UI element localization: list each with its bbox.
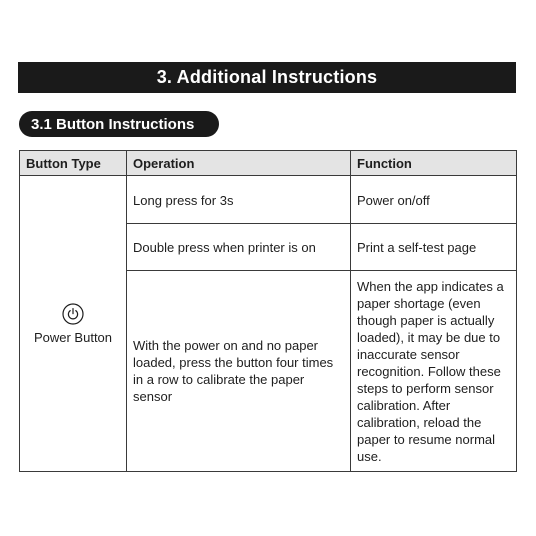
table-cell-operation: With the power on and no paper loaded, press the button four times in a row to calibrate the paper sensor <box>133 338 334 404</box>
table-cell-function: Power on/off <box>357 192 430 208</box>
section-title-banner <box>18 62 516 93</box>
table-cell-operation: Long press for 3s <box>133 192 234 208</box>
table-cell-function: When the app indicates a paper shortage (even though paper is actually loaded), it may be due to inaccurate sensor recognition. Follow these steps to perform sensor calibration. After calibration, reload the paper to resume normal use. <box>357 278 504 464</box>
subsection-title: 3.1 Button Instructions <box>31 115 195 133</box>
table-header-row <box>20 151 516 176</box>
header-function: Function <box>357 155 412 171</box>
header-operation: Operation <box>133 155 195 171</box>
power-icon <box>62 303 84 325</box>
table-cell-function: Print a self-test page <box>357 239 477 255</box>
button-instructions-table <box>19 150 517 472</box>
header-button-type: Button Type <box>26 155 101 171</box>
subsection-title-pill <box>19 111 219 137</box>
power-button-label: Power Button <box>33 330 113 345</box>
section-title: 3. Additional Instructions <box>156 67 378 87</box>
table-cell-operation: Double press when printer is on <box>133 239 316 255</box>
power-button-cell <box>20 177 126 471</box>
